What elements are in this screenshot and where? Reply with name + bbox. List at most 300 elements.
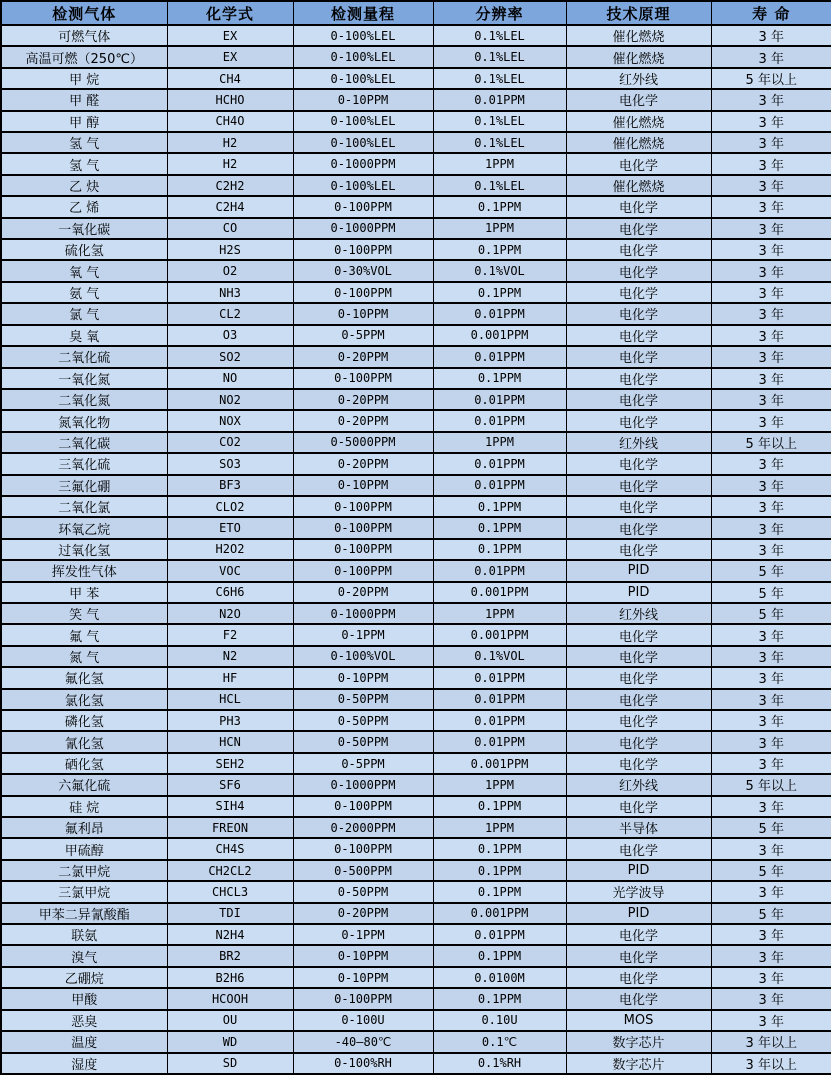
cell-life: 3 年 bbox=[711, 218, 831, 239]
table-body bbox=[1, 25, 831, 1074]
cell-res: 0.1PPM bbox=[433, 881, 566, 902]
cell-formula: B2H6 bbox=[167, 967, 293, 988]
table-row bbox=[1, 239, 831, 260]
cell-gas: 甲酸 bbox=[1, 988, 167, 1009]
table-row bbox=[1, 988, 831, 1009]
cell-formula: CH4 bbox=[167, 68, 293, 89]
cell-res: 0.01PPM bbox=[433, 346, 566, 367]
cell-gas: 氰化氢 bbox=[1, 731, 167, 752]
cell-res: 0.1PPM bbox=[433, 860, 566, 881]
cell-principle: 电化学 bbox=[566, 646, 711, 667]
table-row bbox=[1, 68, 831, 89]
cell-life: 5 年 bbox=[711, 603, 831, 624]
column-header-gas: 检测气体 bbox=[1, 1, 167, 25]
cell-formula: SEH2 bbox=[167, 753, 293, 774]
cell-formula: SO2 bbox=[167, 346, 293, 367]
cell-principle: 电化学 bbox=[566, 624, 711, 645]
table-row bbox=[1, 517, 831, 538]
table-row bbox=[1, 153, 831, 174]
cell-gas: 氢 气 bbox=[1, 153, 167, 174]
cell-range: 0-100PPM bbox=[293, 838, 433, 859]
cell-principle: 电化学 bbox=[566, 710, 711, 731]
cell-principle: 催化燃烧 bbox=[566, 111, 711, 132]
cell-formula: H2O2 bbox=[167, 539, 293, 560]
table-row bbox=[1, 838, 831, 859]
table-row bbox=[1, 796, 831, 817]
cell-gas: 高温可燃（250℃） bbox=[1, 46, 167, 67]
table-row bbox=[1, 924, 831, 945]
cell-life: 5 年以上 bbox=[711, 432, 831, 453]
cell-gas: 二氯甲烷 bbox=[1, 860, 167, 881]
cell-gas: 甲 醇 bbox=[1, 111, 167, 132]
table-row bbox=[1, 368, 831, 389]
table-row bbox=[1, 389, 831, 410]
cell-gas: 二氧化氯 bbox=[1, 496, 167, 517]
cell-principle: 催化燃烧 bbox=[566, 25, 711, 46]
cell-formula: VOC bbox=[167, 560, 293, 581]
cell-gas: 乙硼烷 bbox=[1, 967, 167, 988]
cell-life: 3 年 bbox=[711, 539, 831, 560]
cell-formula: HCN bbox=[167, 731, 293, 752]
cell-life: 3 年 bbox=[711, 624, 831, 645]
cell-life: 3 年 bbox=[711, 517, 831, 538]
cell-res: 1PPM bbox=[433, 817, 566, 838]
cell-principle: 电化学 bbox=[566, 796, 711, 817]
cell-formula: SIH4 bbox=[167, 796, 293, 817]
table-row bbox=[1, 346, 831, 367]
cell-principle: 电化学 bbox=[566, 89, 711, 110]
table-row bbox=[1, 25, 831, 46]
cell-gas: 三氟化硼 bbox=[1, 475, 167, 496]
cell-gas: 三氧化硫 bbox=[1, 453, 167, 474]
cell-res: 0.01PPM bbox=[433, 410, 566, 431]
cell-res: 0.1%LEL bbox=[433, 25, 566, 46]
cell-gas: 甲硫醇 bbox=[1, 838, 167, 859]
cell-range: 0-20PPM bbox=[293, 389, 433, 410]
cell-life: 3 年 bbox=[711, 25, 831, 46]
cell-res: 0.1PPM bbox=[433, 239, 566, 260]
cell-res: 0.01PPM bbox=[433, 389, 566, 410]
cell-life: 3 年 bbox=[711, 796, 831, 817]
cell-gas: 甲 烷 bbox=[1, 68, 167, 89]
cell-range: 0-1000PPM bbox=[293, 153, 433, 174]
cell-principle: 光学波导 bbox=[566, 881, 711, 902]
cell-range: 0-50PPM bbox=[293, 731, 433, 752]
cell-principle: 电化学 bbox=[566, 410, 711, 431]
cell-principle: 电化学 bbox=[566, 453, 711, 474]
table-row bbox=[1, 624, 831, 645]
cell-formula: H2 bbox=[167, 153, 293, 174]
cell-range: 0-30%VOL bbox=[293, 260, 433, 281]
cell-formula: FREON bbox=[167, 817, 293, 838]
cell-range: -40—80℃ bbox=[293, 1031, 433, 1052]
cell-principle: 电化学 bbox=[566, 260, 711, 281]
cell-range: 0-10PPM bbox=[293, 967, 433, 988]
table-row bbox=[1, 774, 831, 795]
cell-range: 0-50PPM bbox=[293, 881, 433, 902]
column-header-range: 检测量程 bbox=[293, 1, 433, 25]
cell-gas: 氟化氢 bbox=[1, 667, 167, 688]
cell-range: 0-1PPM bbox=[293, 924, 433, 945]
table-row bbox=[1, 496, 831, 517]
cell-range: 0-20PPM bbox=[293, 903, 433, 924]
cell-range: 0-20PPM bbox=[293, 453, 433, 474]
cell-res: 0.01PPM bbox=[433, 89, 566, 110]
cell-gas: 二氧化氮 bbox=[1, 389, 167, 410]
cell-principle: PID bbox=[566, 582, 711, 603]
cell-gas: 温度 bbox=[1, 1031, 167, 1052]
cell-range: 0-10PPM bbox=[293, 667, 433, 688]
cell-principle: 电化学 bbox=[566, 988, 711, 1009]
cell-gas: 氯化氢 bbox=[1, 689, 167, 710]
cell-res: 1PPM bbox=[433, 432, 566, 453]
cell-range: 0-20PPM bbox=[293, 346, 433, 367]
cell-principle: PID bbox=[566, 560, 711, 581]
cell-range: 0-100PPM bbox=[293, 368, 433, 389]
cell-life: 3 年 bbox=[711, 1010, 831, 1031]
table-row bbox=[1, 410, 831, 431]
cell-res: 0.001PPM bbox=[433, 582, 566, 603]
cell-range: 0-100U bbox=[293, 1010, 433, 1031]
cell-formula: EX bbox=[167, 46, 293, 67]
cell-life: 3 年 bbox=[711, 196, 831, 217]
cell-gas: 乙 烯 bbox=[1, 196, 167, 217]
table-row bbox=[1, 1010, 831, 1031]
cell-range: 0-500PPM bbox=[293, 860, 433, 881]
cell-gas: 环氧乙烷 bbox=[1, 517, 167, 538]
cell-life: 3 年 bbox=[711, 132, 831, 153]
cell-res: 0.1PPM bbox=[433, 539, 566, 560]
cell-principle: 电化学 bbox=[566, 539, 711, 560]
cell-formula: CH4O bbox=[167, 111, 293, 132]
cell-formula: CO bbox=[167, 218, 293, 239]
cell-res: 0.1%VOL bbox=[433, 260, 566, 281]
cell-gas: 挥发性气体 bbox=[1, 560, 167, 581]
cell-range: 0-50PPM bbox=[293, 689, 433, 710]
cell-res: 0.1%VOL bbox=[433, 646, 566, 667]
cell-principle: 催化燃烧 bbox=[566, 175, 711, 196]
cell-principle: 电化学 bbox=[566, 196, 711, 217]
cell-life: 5 年 bbox=[711, 817, 831, 838]
cell-principle: 红外线 bbox=[566, 774, 711, 795]
table-row bbox=[1, 945, 831, 966]
cell-principle: 电化学 bbox=[566, 517, 711, 538]
cell-gas: 甲苯二异氰酸酯 bbox=[1, 903, 167, 924]
cell-range: 0-2000PPM bbox=[293, 817, 433, 838]
cell-principle: 电化学 bbox=[566, 689, 711, 710]
cell-principle: 催化燃烧 bbox=[566, 46, 711, 67]
cell-range: 0-100%LEL bbox=[293, 25, 433, 46]
cell-life: 3 年 bbox=[711, 838, 831, 859]
cell-res: 0.1%LEL bbox=[433, 132, 566, 153]
cell-principle: PID bbox=[566, 903, 711, 924]
cell-res: 0.1PPM bbox=[433, 496, 566, 517]
cell-gas: 可燃气体 bbox=[1, 25, 167, 46]
cell-gas: 臭 氧 bbox=[1, 325, 167, 346]
table-header bbox=[1, 1, 831, 25]
cell-formula: BR2 bbox=[167, 945, 293, 966]
cell-principle: 半导体 bbox=[566, 817, 711, 838]
cell-formula: F2 bbox=[167, 624, 293, 645]
cell-gas: 二氧化硫 bbox=[1, 346, 167, 367]
cell-life: 3 年 bbox=[711, 924, 831, 945]
table-row bbox=[1, 1031, 831, 1052]
column-header-principle: 技术原理 bbox=[566, 1, 711, 25]
cell-life: 3 年以上 bbox=[711, 1053, 831, 1075]
cell-range: 0-1000PPM bbox=[293, 774, 433, 795]
cell-formula: H2S bbox=[167, 239, 293, 260]
cell-formula: O3 bbox=[167, 325, 293, 346]
cell-life: 3 年 bbox=[711, 710, 831, 731]
table-row bbox=[1, 175, 831, 196]
cell-formula: OU bbox=[167, 1010, 293, 1031]
cell-formula: NH3 bbox=[167, 282, 293, 303]
table-row bbox=[1, 817, 831, 838]
cell-gas: 磷化氢 bbox=[1, 710, 167, 731]
cell-res: 0.1PPM bbox=[433, 988, 566, 1009]
cell-range: 0-100PPM bbox=[293, 796, 433, 817]
cell-principle: MOS bbox=[566, 1010, 711, 1031]
cell-principle: 数字芯片 bbox=[566, 1053, 711, 1075]
cell-life: 3 年 bbox=[711, 325, 831, 346]
cell-life: 3 年 bbox=[711, 731, 831, 752]
column-header-formula: 化学式 bbox=[167, 1, 293, 25]
cell-range: 0-100PPM bbox=[293, 282, 433, 303]
table-row bbox=[1, 89, 831, 110]
cell-life: 3 年 bbox=[711, 368, 831, 389]
cell-gas: 氢 气 bbox=[1, 132, 167, 153]
cell-gas: 氟 气 bbox=[1, 624, 167, 645]
cell-gas: 甲 苯 bbox=[1, 582, 167, 603]
cell-res: 0.1PPM bbox=[433, 368, 566, 389]
cell-gas: 硒化氢 bbox=[1, 753, 167, 774]
cell-life: 3 年 bbox=[711, 282, 831, 303]
table-row bbox=[1, 1053, 831, 1075]
table-row bbox=[1, 303, 831, 324]
cell-range: 0-10PPM bbox=[293, 89, 433, 110]
cell-res: 1PPM bbox=[433, 774, 566, 795]
cell-principle: 催化燃烧 bbox=[566, 132, 711, 153]
cell-range: 0-1000PPM bbox=[293, 218, 433, 239]
cell-res: 0.01PPM bbox=[433, 710, 566, 731]
cell-life: 3 年 bbox=[711, 239, 831, 260]
cell-range: 0-100%VOL bbox=[293, 646, 433, 667]
table-row bbox=[1, 667, 831, 688]
cell-range: 0-100PPM bbox=[293, 496, 433, 517]
cell-principle: 电化学 bbox=[566, 731, 711, 752]
cell-principle: PID bbox=[566, 860, 711, 881]
cell-life: 3 年 bbox=[711, 89, 831, 110]
column-header-life: 寿 命 bbox=[711, 1, 831, 25]
cell-range: 0-5PPM bbox=[293, 753, 433, 774]
table-row bbox=[1, 218, 831, 239]
cell-formula: CHCL3 bbox=[167, 881, 293, 902]
cell-life: 3 年 bbox=[711, 646, 831, 667]
cell-principle: 电化学 bbox=[566, 496, 711, 517]
cell-range: 0-100%LEL bbox=[293, 175, 433, 196]
cell-res: 0.01PPM bbox=[433, 667, 566, 688]
cell-range: 0-1000PPM bbox=[293, 603, 433, 624]
cell-life: 3 年 bbox=[711, 753, 831, 774]
cell-principle: 电化学 bbox=[566, 368, 711, 389]
cell-res: 1PPM bbox=[433, 153, 566, 174]
cell-formula: PH3 bbox=[167, 710, 293, 731]
cell-gas: 一氧化碳 bbox=[1, 218, 167, 239]
cell-life: 3 年 bbox=[711, 260, 831, 281]
cell-principle: 电化学 bbox=[566, 945, 711, 966]
cell-principle: 电化学 bbox=[566, 924, 711, 945]
cell-res: 0.1%LEL bbox=[433, 68, 566, 89]
cell-life: 5 年 bbox=[711, 582, 831, 603]
cell-principle: 红外线 bbox=[566, 603, 711, 624]
cell-range: 0-10PPM bbox=[293, 945, 433, 966]
cell-life: 5 年以上 bbox=[711, 774, 831, 795]
cell-range: 0-10PPM bbox=[293, 475, 433, 496]
cell-res: 0.01PPM bbox=[433, 560, 566, 581]
cell-principle: 电化学 bbox=[566, 346, 711, 367]
cell-formula: O2 bbox=[167, 260, 293, 281]
cell-res: 0.001PPM bbox=[433, 624, 566, 645]
table-row bbox=[1, 560, 831, 581]
cell-gas: 联氨 bbox=[1, 924, 167, 945]
cell-res: 0.1PPM bbox=[433, 945, 566, 966]
cell-life: 3 年以上 bbox=[711, 1031, 831, 1052]
cell-res: 0.01PPM bbox=[433, 689, 566, 710]
table-row bbox=[1, 689, 831, 710]
table-row bbox=[1, 582, 831, 603]
cell-range: 0-100PPM bbox=[293, 560, 433, 581]
cell-gas: 笑 气 bbox=[1, 603, 167, 624]
cell-formula: NOX bbox=[167, 410, 293, 431]
cell-formula: CL2 bbox=[167, 303, 293, 324]
cell-principle: 电化学 bbox=[566, 282, 711, 303]
cell-life: 3 年 bbox=[711, 988, 831, 1009]
table-row bbox=[1, 967, 831, 988]
table-row bbox=[1, 710, 831, 731]
table-row bbox=[1, 260, 831, 281]
cell-formula: N2 bbox=[167, 646, 293, 667]
cell-formula: CH4S bbox=[167, 838, 293, 859]
cell-life: 3 年 bbox=[711, 496, 831, 517]
cell-res: 0.01PPM bbox=[433, 924, 566, 945]
cell-formula: CO2 bbox=[167, 432, 293, 453]
cell-res: 0.1PPM bbox=[433, 517, 566, 538]
cell-life: 5 年 bbox=[711, 903, 831, 924]
cell-formula: SO3 bbox=[167, 453, 293, 474]
cell-res: 0.1%LEL bbox=[433, 46, 566, 67]
cell-formula: SD bbox=[167, 1053, 293, 1075]
cell-res: 1PPM bbox=[433, 603, 566, 624]
cell-principle: 电化学 bbox=[566, 153, 711, 174]
cell-gas: 氯 气 bbox=[1, 303, 167, 324]
cell-life: 3 年 bbox=[711, 153, 831, 174]
cell-res: 0.01PPM bbox=[433, 475, 566, 496]
cell-principle: 红外线 bbox=[566, 68, 711, 89]
cell-gas: 氮 气 bbox=[1, 646, 167, 667]
cell-formula: CLO2 bbox=[167, 496, 293, 517]
table-row bbox=[1, 903, 831, 924]
cell-range: 0-100%LEL bbox=[293, 46, 433, 67]
cell-range: 0-100PPM bbox=[293, 196, 433, 217]
table-row bbox=[1, 132, 831, 153]
cell-formula: ETO bbox=[167, 517, 293, 538]
cell-principle: 电化学 bbox=[566, 218, 711, 239]
cell-principle: 数字芯片 bbox=[566, 1031, 711, 1052]
cell-res: 0.1%LEL bbox=[433, 175, 566, 196]
cell-res: 0.1PPM bbox=[433, 196, 566, 217]
cell-gas: 氧 气 bbox=[1, 260, 167, 281]
cell-principle: 电化学 bbox=[566, 389, 711, 410]
cell-gas: 过氧化氢 bbox=[1, 539, 167, 560]
cell-range: 0-100PPM bbox=[293, 239, 433, 260]
table-row bbox=[1, 453, 831, 474]
cell-gas: 硫化氢 bbox=[1, 239, 167, 260]
cell-formula: EX bbox=[167, 25, 293, 46]
cell-res: 0.01PPM bbox=[433, 731, 566, 752]
cell-gas: 恶臭 bbox=[1, 1010, 167, 1031]
cell-range: 0-5PPM bbox=[293, 325, 433, 346]
cell-life: 3 年 bbox=[711, 475, 831, 496]
cell-life: 3 年 bbox=[711, 46, 831, 67]
table-row bbox=[1, 539, 831, 560]
cell-range: 0-100%RH bbox=[293, 1053, 433, 1075]
cell-res: 0.1℃ bbox=[433, 1031, 566, 1052]
cell-principle: 红外线 bbox=[566, 432, 711, 453]
cell-life: 5 年以上 bbox=[711, 68, 831, 89]
cell-range: 0-100%LEL bbox=[293, 68, 433, 89]
cell-res: 0.001PPM bbox=[433, 753, 566, 774]
cell-formula: H2 bbox=[167, 132, 293, 153]
cell-formula: HCOOH bbox=[167, 988, 293, 1009]
cell-life: 3 年 bbox=[711, 389, 831, 410]
cell-range: 0-100%LEL bbox=[293, 111, 433, 132]
cell-formula: C2H4 bbox=[167, 196, 293, 217]
cell-formula: C2H2 bbox=[167, 175, 293, 196]
cell-formula: HF bbox=[167, 667, 293, 688]
cell-formula: CH2CL2 bbox=[167, 860, 293, 881]
cell-life: 3 年 bbox=[711, 111, 831, 132]
column-header-res: 分辨率 bbox=[433, 1, 566, 25]
table-row bbox=[1, 475, 831, 496]
cell-res: 0.1PPM bbox=[433, 838, 566, 859]
cell-gas: 二氧化碳 bbox=[1, 432, 167, 453]
cell-range: 0-100PPM bbox=[293, 517, 433, 538]
cell-formula: HCHO bbox=[167, 89, 293, 110]
cell-formula: NO bbox=[167, 368, 293, 389]
cell-res: 0.1PPM bbox=[433, 282, 566, 303]
cell-life: 5 年 bbox=[711, 860, 831, 881]
cell-life: 3 年 bbox=[711, 967, 831, 988]
cell-range: 0-20PPM bbox=[293, 582, 433, 603]
cell-principle: 电化学 bbox=[566, 325, 711, 346]
table-row bbox=[1, 196, 831, 217]
cell-range: 0-20PPM bbox=[293, 410, 433, 431]
cell-range: 0-5000PPM bbox=[293, 432, 433, 453]
cell-life: 3 年 bbox=[711, 881, 831, 902]
cell-life: 3 年 bbox=[711, 945, 831, 966]
cell-formula: WD bbox=[167, 1031, 293, 1052]
cell-range: 0-1PPM bbox=[293, 624, 433, 645]
cell-gas: 一氧化氮 bbox=[1, 368, 167, 389]
cell-formula: SF6 bbox=[167, 774, 293, 795]
cell-life: 3 年 bbox=[711, 346, 831, 367]
table-row bbox=[1, 46, 831, 67]
cell-res: 0.1PPM bbox=[433, 796, 566, 817]
cell-gas: 氟利昂 bbox=[1, 817, 167, 838]
cell-formula: HCL bbox=[167, 689, 293, 710]
cell-principle: 电化学 bbox=[566, 475, 711, 496]
cell-formula: TDI bbox=[167, 903, 293, 924]
